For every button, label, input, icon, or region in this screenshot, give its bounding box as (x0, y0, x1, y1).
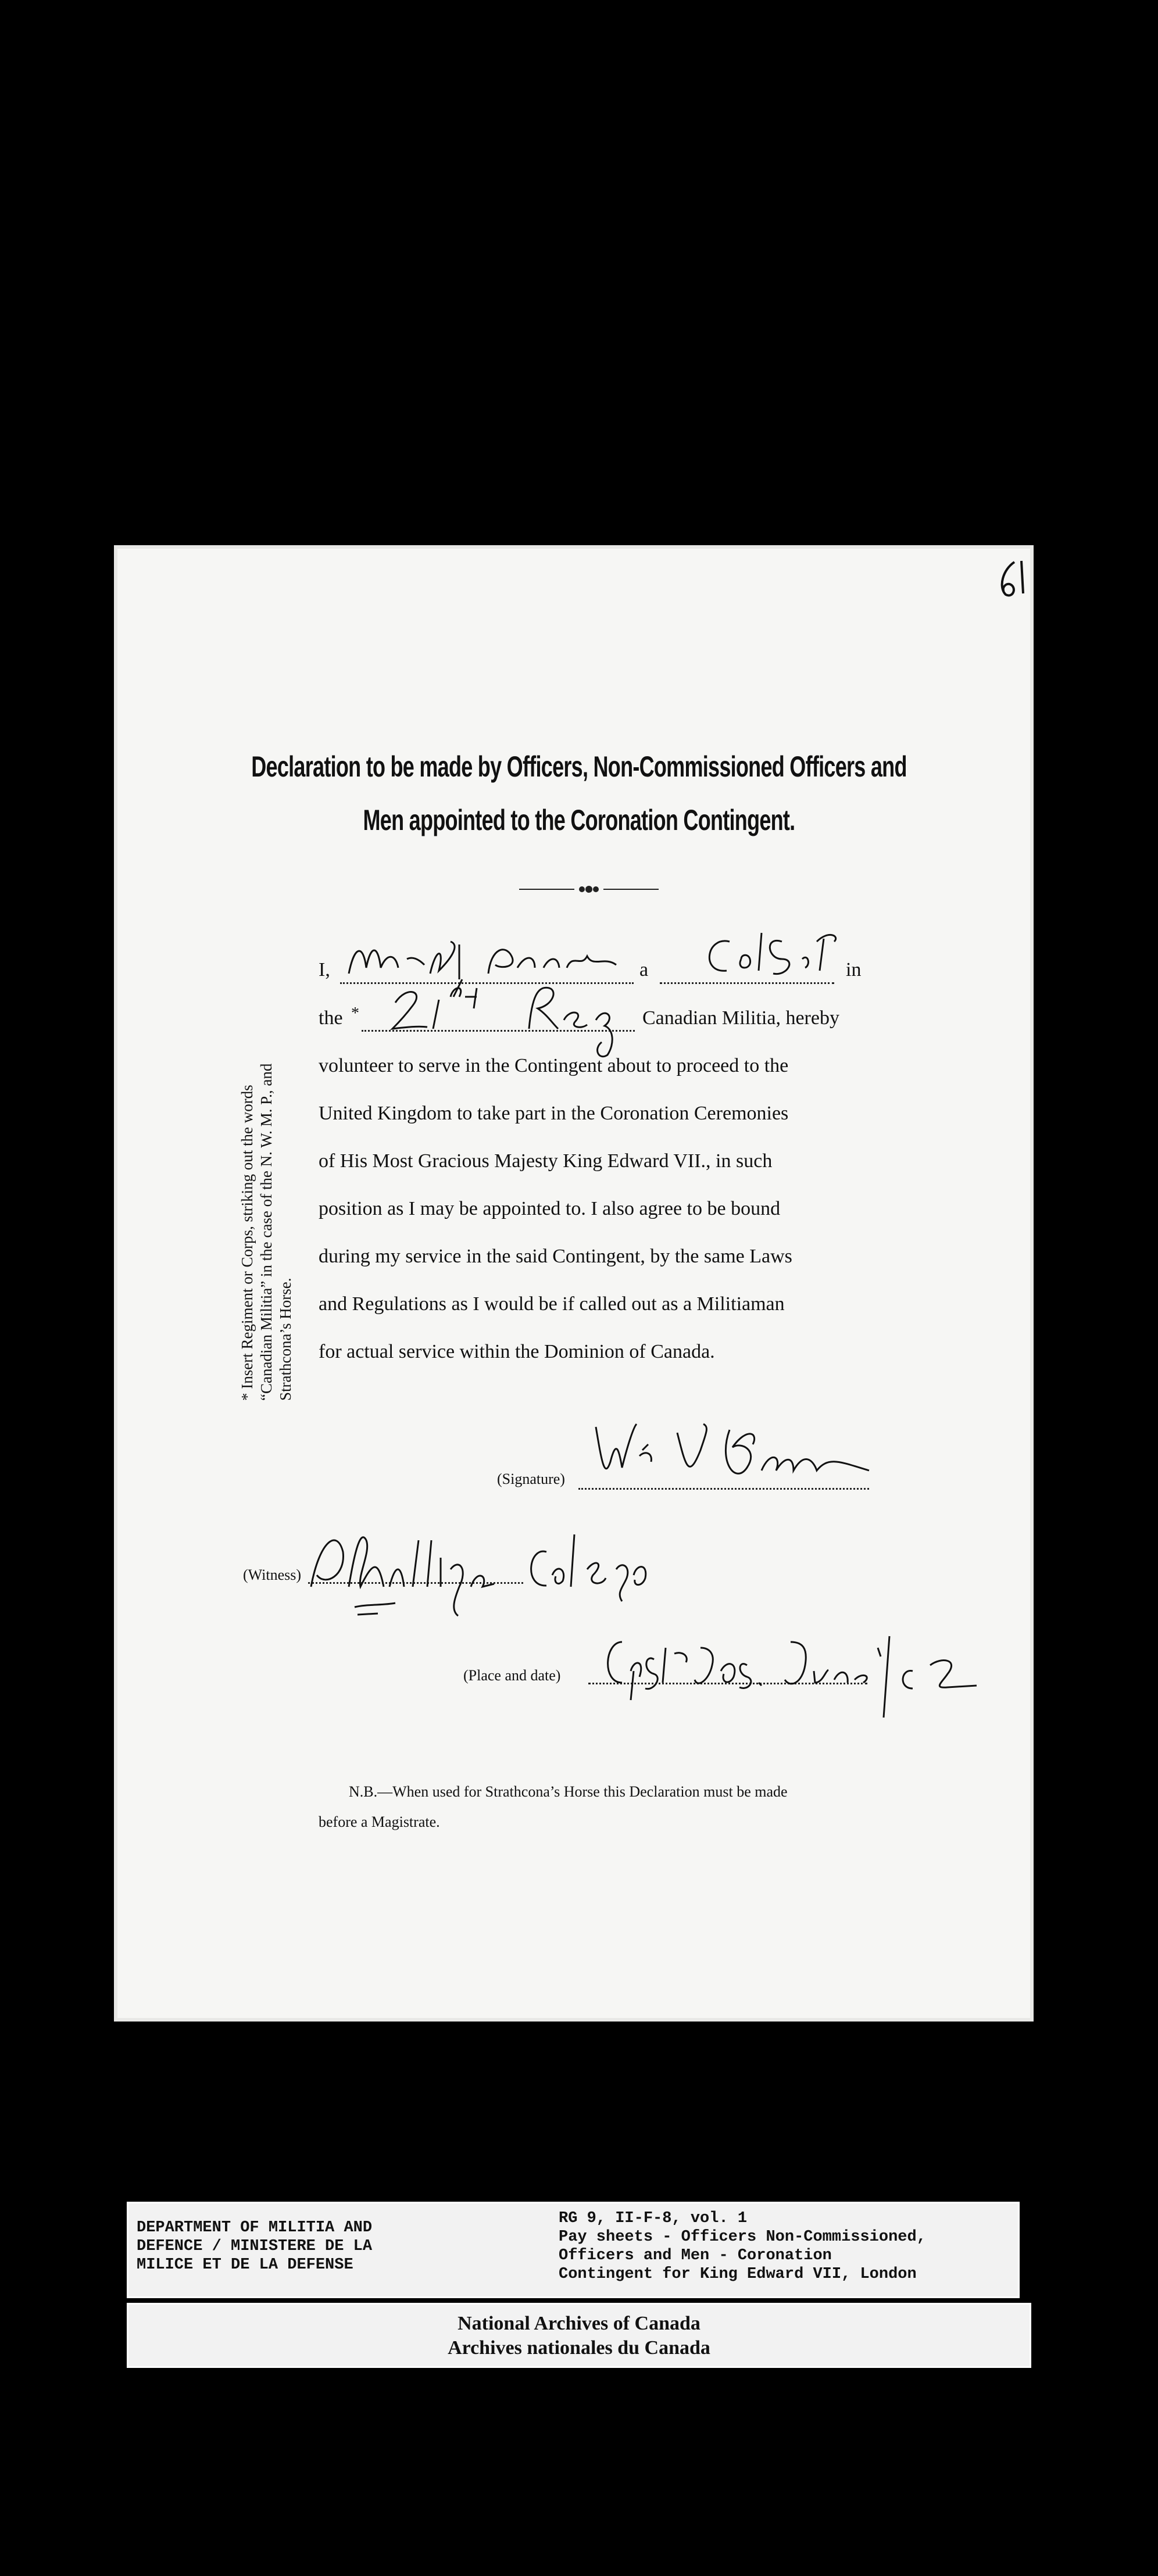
handwritten-place-date (599, 1625, 988, 1735)
department-line-3: MILICE ET DE LA DEFENSE (137, 2256, 353, 2274)
body-line-6: and Regulations as I would be if called out as a Militiaman (319, 1293, 785, 1315)
handwritten-rank (695, 918, 846, 982)
archives-name-english: National Archives of Canada (458, 2313, 700, 2334)
side-note-line-3: Strathcona’s Horse. (277, 1278, 294, 1401)
word-a: a (639, 959, 649, 981)
body-line-2: United Kingdom to take part in the Coronation Ceremonies (319, 1103, 789, 1124)
word-the: the (319, 1007, 343, 1029)
body-line-4: position as I may be appointed to. I also agree to be bound (319, 1198, 781, 1219)
reference-line-4: Contingent for King Edward VII, London (559, 2266, 917, 2283)
page-number-handwritten (991, 555, 1032, 602)
nb-line-1: N.B.—When used for Strathcona’s Horse this Declaration must be made (349, 1783, 788, 1800)
reference-line-1: RG 9, II-F-8, vol. 1 (559, 2210, 748, 2227)
reference-line-2: Pay sheets - Officers Non-Commissioned, (559, 2228, 926, 2246)
place-date-label: (Place and date) (463, 1667, 561, 1684)
body-line-5: during my service in the said Contingent, by the same Laws (319, 1246, 792, 1267)
handwritten-signature (584, 1415, 875, 1491)
witness-label: (Witness) (243, 1566, 302, 1583)
body-line-1: volunteer to serve in the Contingent about to proceed to the (319, 1055, 789, 1076)
side-note-line-2: “Canadian Militia” in the case of the N. W. M. P., and (258, 1063, 275, 1401)
nb-line-2: before a Magistrate. (319, 1813, 440, 1830)
form-title-line-2: Men appointed to the Coronation Contingent. (363, 804, 795, 836)
body-line-7: for actual service within the Dominion of Canada. (319, 1341, 715, 1362)
declarant-pronoun: I, (319, 959, 330, 981)
page-number-text (988, 604, 989, 605)
footnote-asterisk: * (351, 1004, 359, 1022)
title-divider-ornament (519, 883, 659, 895)
word-in: in (846, 959, 862, 981)
reference-line-3: Officers and Men - Coronation (559, 2247, 832, 2264)
department-line-2: DEFENCE / MINISTERE DE LA (137, 2238, 373, 2255)
side-note-line-1: * Insert Regiment or Corps, striking out the words (238, 1085, 256, 1401)
canadian-militia-text: Canadian Militia, hereby (642, 1007, 839, 1029)
body-line-3: of His Most Gracious Majesty King Edward VII., in such (319, 1150, 773, 1172)
department-line-1: DEPARTMENT OF MILITIA AND (137, 2219, 373, 2237)
national-archives-banner (127, 2303, 1031, 2368)
signature-label: (Signature) (497, 1471, 565, 1487)
rank-dotted-line (660, 982, 834, 984)
handwritten-witness (302, 1505, 663, 1622)
form-title-line-1: Declaration to be made by Officers, Non-Commissioned Officers and (251, 750, 907, 783)
archives-name-french: Archives nationales du Canada (448, 2337, 710, 2359)
handwritten-unit (384, 974, 639, 1061)
archive-reference-label (127, 2202, 1020, 2298)
